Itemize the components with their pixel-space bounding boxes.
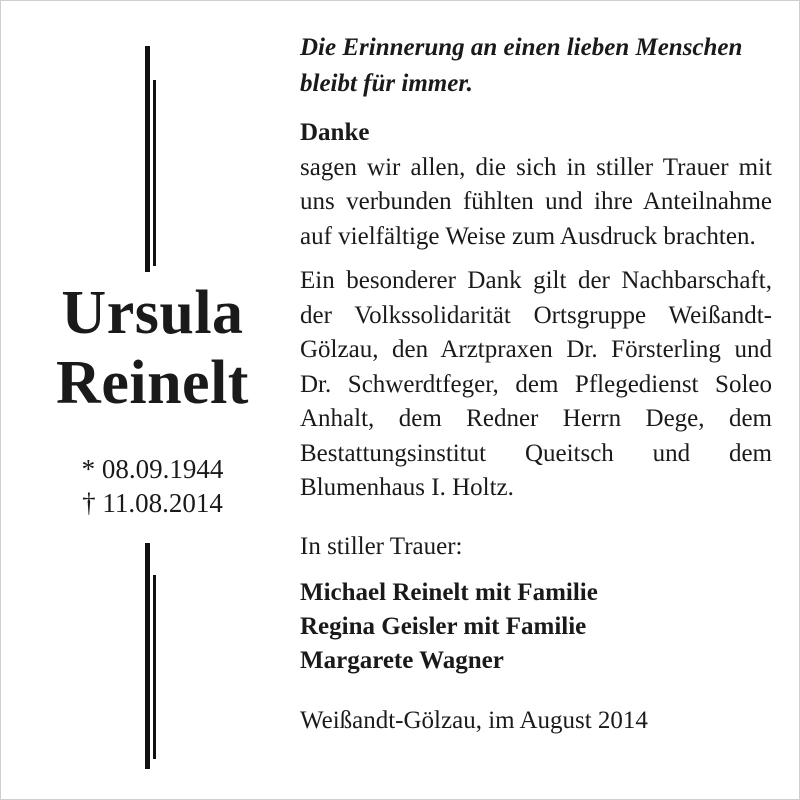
birth-date: * 08.09.1944 bbox=[81, 454, 224, 484]
mourner: Margarete Wagner bbox=[300, 647, 504, 674]
mourner: Michael Reinelt mit Familie bbox=[300, 579, 598, 606]
thanks-text: sagen wir allen, die sich in stiller Trauer mit uns verbunden fühlten und ihre Anteilnahme auf vielfältige Weise zum Ausdruck brachten. bbox=[300, 153, 772, 250]
notice-text bbox=[300, 30, 772, 764]
deceased-first-name: Ursula bbox=[61, 279, 244, 347]
decorative-rule-bottom-thin bbox=[153, 575, 156, 759]
thanks-heading: Danke bbox=[300, 119, 370, 146]
thanks-paragraph bbox=[300, 116, 772, 254]
life-dates bbox=[30, 452, 275, 520]
place-date: Weißandt-Gölzau, im August 2014 bbox=[300, 707, 648, 734]
special-thanks: Ein besonderer Dank gilt der Nachbarschaft, der Volkssolidarität Ortsgruppe Weißandt-Gölzau, den Arztpraxen Dr. Försterling und Dr. Schwerdtfeger, dem Pflegedienst Soleo Anhalt, dem Redner Herrn Dege, dem Bestattungsinstitut Queitsch und dem Blumenhaus I. Holtz. bbox=[300, 267, 772, 501]
deceased-name bbox=[30, 278, 275, 418]
deceased-last-name: Reinelt bbox=[56, 349, 249, 417]
mourner: Regina Geisler mit Familie bbox=[300, 613, 587, 640]
motto: Die Erinnerung an einen lieben Menschen bleibt für immer. bbox=[300, 34, 743, 97]
decorative-rule-bottom-thick bbox=[145, 543, 150, 769]
decorative-rule-top-thin bbox=[153, 80, 156, 266]
mourning-label: In stiller Trauer: bbox=[300, 532, 463, 560]
decorative-rule-top-thick bbox=[145, 46, 150, 272]
death-date: † 11.08.2014 bbox=[82, 488, 223, 518]
